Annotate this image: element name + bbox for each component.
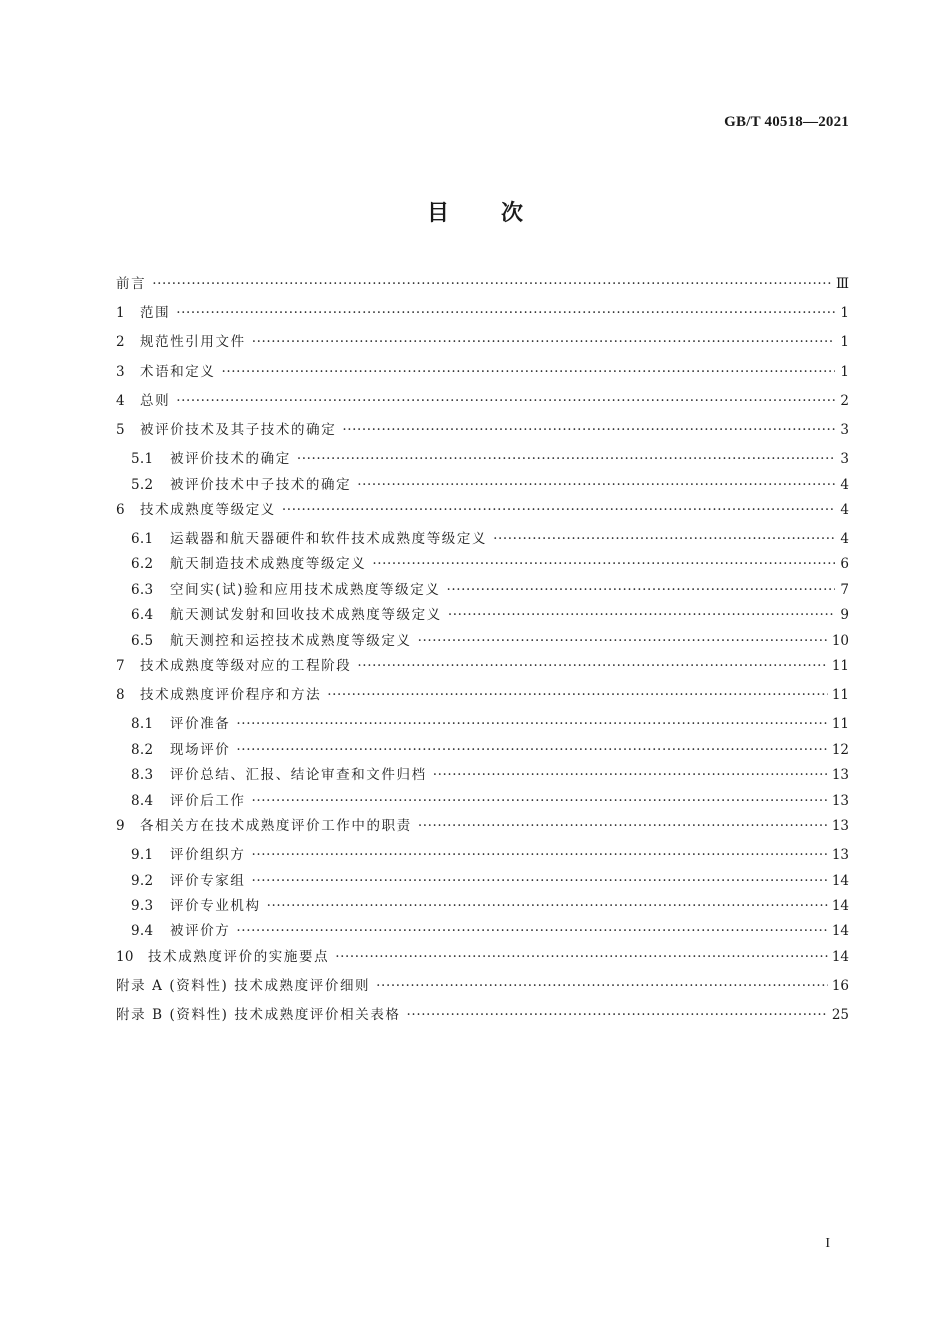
toc-dot-leader [407,1007,828,1023]
toc-subentry[interactable] [116,473,849,498]
toc-subentry[interactable] [116,738,849,763]
toc-entry[interactable] [116,360,849,389]
toc-dot-leader [236,742,827,758]
toc-dot-leader [252,793,828,809]
toc-dot-leader [252,334,835,350]
toc-dot-leader [236,716,827,732]
toc-entry-number: 7 [116,658,125,675]
toc-entry-label: 评价专家组 [170,872,246,889]
toc-entry-label: 航天测控和运控技术成熟度等级定义 [170,632,412,649]
toc-entry-number: 3 [116,363,125,380]
toc-entry-label: 技术成熟度等级定义 [140,501,276,518]
toc-dot-leader [493,531,835,547]
toc-entry-number: 9.4 [131,923,154,940]
toc-entry-label: 评价准备 [170,716,231,733]
toc-entry-label: 规范性引用文件 [140,334,246,351]
toc-entry-page: 14 [831,923,849,940]
toc-dot-leader [252,847,828,863]
toc-entry-page: 1 [840,334,849,351]
toc-entry-page: 13 [831,817,849,834]
toc-dot-leader [357,477,835,493]
toc-entry-page: 13 [831,792,849,809]
toc-entry-number: 6.5 [131,632,154,649]
toc-entry-number: 8.1 [131,716,154,733]
toc-entry[interactable] [116,330,849,359]
toc-entry-page: 2 [840,392,849,409]
toc-subentry[interactable] [116,894,849,919]
toc-entry-label: 被评价技术中子技术的确定 [170,476,352,493]
page-title: 目次 [426,201,575,226]
toc-entry-page: 11 [831,658,849,675]
toc-entry-number: 9 [116,817,125,834]
toc-entry-page: 4 [840,476,849,493]
toc-subentry[interactable] [116,789,849,814]
toc-entry-label: 技术成熟度评价的实施要点 [148,948,330,965]
toc-entry-page: 3 [840,421,849,438]
toc-entry[interactable] [116,1003,849,1032]
toc-entry-label: 航天制造技术成熟度等级定义 [170,556,367,573]
page-number: I [825,1236,830,1251]
toc-dot-leader [282,502,835,518]
toc-dot-leader [252,873,828,889]
toc-entry-label: 技术成熟度等级对应的工程阶段 [140,658,352,675]
toc-dot-leader [446,582,835,598]
toc-entry-label: 评价后工作 [170,792,246,809]
toc-entry-label: 各相关方在技术成熟度评价工作中的职责 [140,817,412,834]
toc-entry-page: 11 [831,716,849,733]
toc-subentry[interactable] [116,763,849,788]
toc-dot-leader [335,949,828,965]
toc-entry-page: 11 [831,687,849,704]
toc-entry-label: 评价组织方 [170,847,246,864]
toc-entry-label: 运载器和航天器硬件和软件技术成熟度等级定义 [170,531,488,548]
toc-entry-label: 现场评价 [170,741,231,758]
toc-entry-label: 术语和定义 [140,363,216,380]
toc-entry-label: 被评价技术及其子技术的确定 [140,421,337,438]
toc-entry-page: 1 [840,305,849,322]
toc-dot-leader [376,978,828,994]
toc-entry-page: 16 [831,977,849,994]
toc-entry[interactable] [116,272,849,301]
toc-entry-number: 6.4 [131,607,154,624]
toc-subentry[interactable] [116,578,849,603]
toc-entry-page: 14 [831,872,849,889]
toc-entry-number: 9.3 [131,897,154,914]
toc-entry-label: 被评价方 [170,923,231,940]
toc-dot-leader [418,818,828,834]
toc-entry-label: 前言 [116,276,147,292]
toc-subentry[interactable] [116,869,849,894]
toc-subentry[interactable] [116,843,849,868]
toc-entry-number: 2 [116,334,125,351]
toc-entry[interactable] [116,945,849,974]
toc-entry-number: 6.2 [131,556,154,573]
toc-entry-number: 6.1 [131,531,154,548]
toc-entry-number: 6 [116,501,125,518]
toc-entry-number: 4 [116,392,125,409]
toc-subentry[interactable] [116,447,849,472]
toc-subentry[interactable] [116,552,849,577]
toc-entry-page: 13 [831,847,849,864]
toc-dot-leader [433,767,828,783]
toc-dot-leader [327,687,828,703]
toc-entry-label: 附录 B (资料性) 技术成熟度评价相关表格 [116,1007,401,1024]
toc-entry-label: 范围 [140,305,171,322]
toc-dot-leader [342,422,835,438]
toc-entry-number: 8.3 [131,767,154,784]
toc-entry-label: 技术成熟度评价程序和方法 [140,687,322,704]
toc-entry-label: 航天测试发射和回收技术成熟度等级定义 [170,607,442,624]
toc-dot-leader [297,451,835,467]
toc-entry-number: 8.4 [131,792,154,809]
standard-code: GB/T 40518—2021 [724,114,849,130]
toc-entry-page: 12 [831,741,849,758]
toc-entry-label: 评价总结、汇报、结论审查和文件归档 [170,767,427,784]
toc-entry[interactable] [116,301,849,330]
toc-entry-page: 4 [840,501,849,518]
toc-entry-number: 5 [116,421,125,438]
toc-dot-leader [418,633,828,649]
toc-dot-leader [267,898,828,914]
toc-entry-number: 10 [116,948,134,965]
toc-entry-number: 8.2 [131,741,154,758]
toc-entry[interactable] [116,389,849,418]
toc-subentry[interactable] [116,527,849,552]
toc-dot-leader [222,364,836,380]
toc-subentry[interactable] [116,712,849,737]
toc-entry-page: Ⅲ [835,276,849,292]
toc-entry-page: 14 [831,897,849,914]
toc-entry-number: 1 [116,305,125,322]
toc-entry-page: 1 [840,363,849,380]
toc-subentry[interactable] [116,629,849,654]
toc-entry-page: 4 [840,531,849,548]
toc-entry-number: 8 [116,687,125,704]
toc-entry-number: 9.2 [131,872,154,889]
toc-entry-number: 9.1 [131,847,154,864]
toc-dot-leader [372,556,835,572]
table-of-contents [116,272,849,1032]
toc-dot-leader [176,305,835,321]
toc-entry[interactable] [116,418,849,447]
toc-dot-leader [357,658,827,674]
toc-dot-leader [152,276,832,292]
toc-entry-number: 6.3 [131,581,154,598]
toc-entry[interactable] [116,654,849,683]
toc-entry-number: 5.1 [131,451,154,468]
toc-entry-page: 6 [840,556,849,573]
toc-subentry[interactable] [116,919,849,944]
toc-dot-leader [176,393,835,409]
toc-dot-leader [236,923,827,939]
toc-entry[interactable] [116,974,849,1003]
toc-entry-label: 空间实(试)验和应用技术成熟度等级定义 [170,581,441,598]
toc-entry-page: 3 [840,451,849,468]
toc-entry-label: 被评价技术的确定 [170,451,291,468]
toc-subentry[interactable] [116,603,849,628]
toc-entry-page: 10 [831,632,849,649]
toc-entry-label: 附录 A (资料性) 技术成熟度评价细则 [116,977,371,994]
toc-entry[interactable] [116,683,849,712]
toc-entry-page: 7 [840,581,849,598]
toc-entry-page: 25 [831,1007,849,1024]
toc-entry-page: 9 [840,607,849,624]
toc-entry-label: 总则 [140,392,171,409]
toc-dot-leader [448,607,835,623]
toc-entry-page: 14 [831,948,849,965]
toc-entry-page: 13 [831,767,849,784]
toc-entry[interactable] [116,498,849,527]
toc-entry-number: 5.2 [131,476,154,493]
toc-entry[interactable] [116,814,849,843]
toc-entry-label: 评价专业机构 [170,897,261,914]
